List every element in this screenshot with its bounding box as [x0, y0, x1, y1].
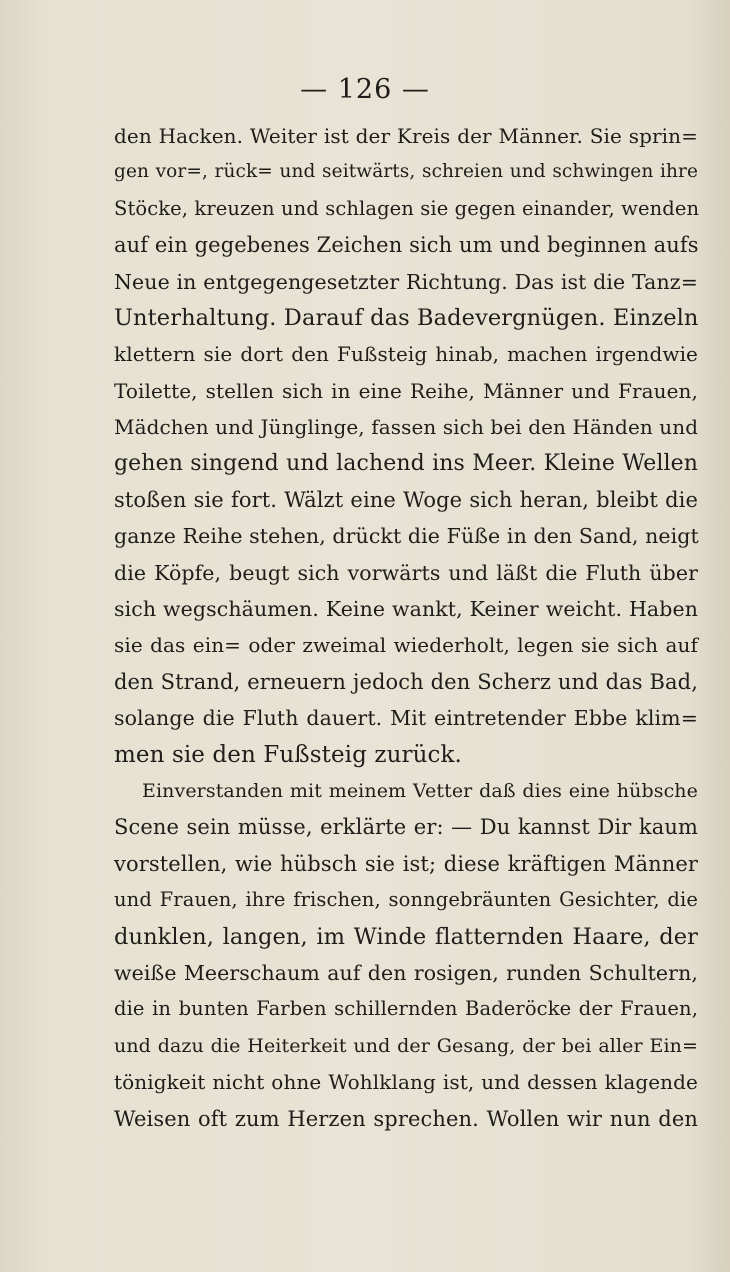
- text-line: die Köpfe, beugt sich vorwärts und läßt die Fluth über: [114, 560, 698, 585]
- text-line: weiße Meerschaum auf den rosigen, runden Schultern,: [114, 960, 698, 985]
- text-line: men sie den Fußsteig zurück.: [114, 741, 462, 768]
- paragraph-1: [114, 118, 698, 773]
- page-number: — 126 —: [300, 74, 430, 105]
- text-line: Neue in entgegengesetzter Richtung. Das ist die Tanz=: [114, 269, 698, 294]
- text-line: Toilette, stellen sich in eine Reihe, Männer und Frauen,: [114, 378, 698, 403]
- text-line: sie das ein= oder zweimal wiederholt, legen sie sich auf: [114, 633, 698, 658]
- text-line: Stöcke, kreuzen und schlagen sie gegen einander, wenden: [114, 196, 700, 220]
- text-line: gen vor=, rück= und seitwärts, schreien und schwingen ihre: [114, 161, 698, 183]
- text-line: Scene sein müsse, erklärte er: — Du kannst Dir kaum: [114, 815, 698, 840]
- text-line: stoßen sie fort. Wälzt eine Woge sich heran, bleibt die: [114, 487, 698, 512]
- text-line: klettern sie dort den Fußsteig hinab, machen irgendwie: [114, 342, 698, 367]
- text-line: dunklen, langen, im Winde flatternden Haare, der: [114, 923, 698, 950]
- text-line: gehen singend und lachend ins Meer. Kleine Wellen: [114, 450, 698, 476]
- text-line: solange die Fluth dauert. Mit eintretender Ebbe klim=: [114, 706, 698, 731]
- text-line: auf ein gegebenes Zeichen sich um und beginnen aufs: [114, 233, 699, 258]
- paragraph-2: [114, 773, 698, 1137]
- text-line: den Strand, erneuern jedoch den Scherz und das Bad,: [114, 669, 698, 694]
- text-line: den Hacken. Weiter ist der Kreis der Männer. Sie sprin=: [114, 124, 698, 148]
- text-line: und Frauen, ihre frischen, sonngebräunten Gesichter, die: [114, 888, 698, 912]
- text-line: tönigkeit nicht ohne Wohlklang ist, und dessen klagende: [114, 1070, 698, 1095]
- text-line: die in bunten Farben schillernden Baderöcke der Frauen,: [114, 997, 698, 1021]
- text-line: und dazu die Heiterkeit und der Gesang, der bei aller Ein=: [114, 1034, 698, 1057]
- text-line: ganze Reihe stehen, drückt die Füße in den Sand, neigt: [114, 524, 699, 549]
- text-line: Unterhaltung. Darauf das Badevergnügen. Einzeln: [114, 304, 699, 331]
- text-line: Einverstanden mit meinem Vetter daß dies eine hübsche: [142, 780, 698, 803]
- text-line: sich wegschäumen. Keine wankt, Keiner weicht. Haben: [114, 597, 698, 622]
- text-line: vorstellen, wie hübsch sie ist; diese kräftigen Männer: [114, 851, 698, 876]
- body-text: [114, 118, 698, 1137]
- text-line: Weisen oft zum Herzen sprechen. Wollen wir nun den: [114, 1106, 698, 1131]
- text-line: Mädchen und Jünglinge, fassen sich bei den Händen und: [114, 415, 699, 440]
